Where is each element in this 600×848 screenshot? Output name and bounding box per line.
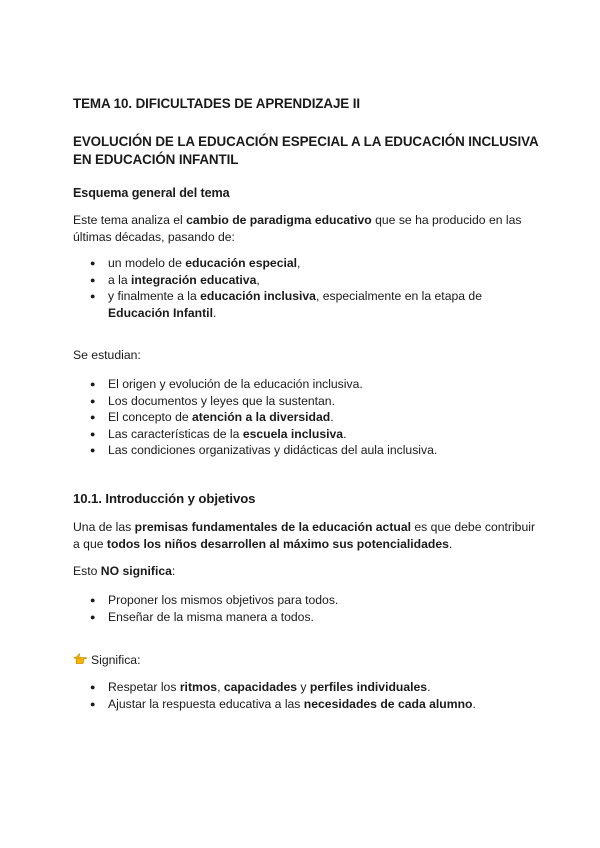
heading-evolucion: EVOLUCIÓN DE LA EDUCACIÓN ESPECIAL A LA EDUCACIÓN INCLUSIVA EN EDUCACIÓN INFANTIL — [73, 134, 539, 167]
premisa-paragraph — [73, 519, 541, 553]
bullet-icon: ● — [90, 445, 96, 455]
paradigm-list — [73, 255, 533, 321]
list-item-bold: atención a la diversidad — [192, 410, 331, 424]
heading-esquema: Esquema general del tema — [73, 186, 230, 200]
study-list — [73, 376, 533, 459]
pointing-hand-icon — [73, 653, 87, 665]
section-title: 10.1. Introducción y objetivos — [73, 491, 256, 506]
bullet-icon: ● — [90, 595, 96, 605]
list-item-bold: perfiles individuales — [309, 680, 428, 694]
list-item-bold: integración educativa — [131, 272, 257, 287]
list-item — [73, 393, 533, 410]
premisa-text: es que debe contribuir a que — [73, 520, 536, 551]
list-item-text: a la — [108, 272, 132, 287]
significa-text: Significa: — [91, 653, 141, 667]
list-item-bold: ritmos — [179, 680, 218, 694]
si-list — [73, 679, 533, 712]
bullet-icon: ● — [90, 428, 96, 439]
list-item-text: Ajustar la respuesta educativa a las — [108, 696, 304, 711]
intro-text-post: que se ha producido en las últimas décadas, pasando de: — [73, 213, 522, 244]
list-item-text: Enseñar de la misma manera a todos. — [108, 609, 314, 624]
list-item-bold: educación especial — [185, 256, 298, 270]
premisa-bold: todos los niños desarrollen al máximo sus potencialidades — [106, 537, 449, 551]
list-item-text: , especialmente en la etapa de — [315, 289, 482, 303]
list-item-bold: necesidades de cada alumno — [303, 696, 473, 711]
no-significa-bold: NO significa — [100, 564, 172, 578]
intro-text-bold: cambio de paradigma educativo — [186, 213, 372, 227]
bullet-icon: ● — [90, 379, 96, 389]
list-item-text: . — [330, 410, 334, 424]
list-item — [73, 409, 533, 426]
heading-tema: TEMA 10. DIFICULTADES DE APRENDIZAJE II — [73, 96, 360, 111]
list-item — [73, 679, 533, 696]
significa-label — [73, 652, 541, 669]
list-item-text: un modelo de — [108, 256, 186, 270]
se-estudian-label: Se estudian: — [73, 348, 141, 362]
list-item — [73, 696, 533, 713]
intro-text-pre: Este tema analiza el — [73, 213, 187, 227]
list-item-text: Las características de la — [108, 426, 243, 441]
bullet-icon: ● — [90, 274, 96, 285]
list-item-text: Los documentos y leyes que la sustentan. — [108, 393, 335, 408]
no-significa-text: Esto — [73, 564, 101, 578]
list-item-text: y — [297, 680, 310, 694]
list-item-bold: Educación Infantil — [108, 305, 213, 320]
list-item-text: Proponer los mismos objetivos para todos. — [108, 593, 339, 607]
list-item-text: El origen y evolución de la educación inclusiva. — [108, 377, 363, 391]
list-item-text: . — [212, 305, 217, 320]
list-item-bold: educación inclusiva — [200, 289, 316, 303]
list-item — [73, 288, 533, 321]
premisa-text: Una de las — [73, 520, 135, 534]
list-item-text: . — [427, 680, 431, 694]
list-item — [73, 272, 533, 289]
list-item-bold: escuela inclusiva — [242, 426, 344, 441]
bullet-icon: ● — [90, 611, 96, 622]
list-item-bold: capacidades — [223, 680, 298, 694]
list-item-text: El concepto de — [108, 410, 193, 424]
list-item-text: , — [217, 680, 224, 694]
list-item — [73, 376, 533, 393]
bullet-icon: ● — [90, 412, 96, 422]
list-item — [73, 592, 533, 609]
no-significa-text: : — [171, 564, 176, 578]
list-item-text: . — [343, 426, 347, 441]
bullet-icon: ● — [90, 395, 96, 406]
premisa-text: . — [448, 537, 453, 551]
list-item-text: Las condiciones organizativas y didácticas del aula inclusiva. — [108, 443, 438, 457]
no-list — [73, 592, 533, 625]
list-item-text: y finalmente a la — [108, 289, 201, 303]
bullet-icon: ● — [90, 682, 96, 692]
bullet-icon: ● — [90, 258, 96, 268]
list-item-text: Respetar los — [108, 680, 180, 694]
premisa-bold: premisas fundamentales de la educación actual — [134, 520, 412, 534]
bullet-icon: ● — [90, 698, 96, 709]
list-item — [73, 255, 533, 272]
intro-paragraph — [73, 212, 541, 246]
list-item — [73, 426, 533, 443]
list-item-text: , — [256, 272, 260, 287]
bullet-icon: ● — [90, 291, 96, 301]
no-significa-label — [73, 563, 541, 580]
list-item-text: , — [297, 256, 301, 270]
list-item-text: . — [472, 696, 476, 711]
list-item — [73, 609, 533, 626]
list-item — [73, 442, 533, 459]
